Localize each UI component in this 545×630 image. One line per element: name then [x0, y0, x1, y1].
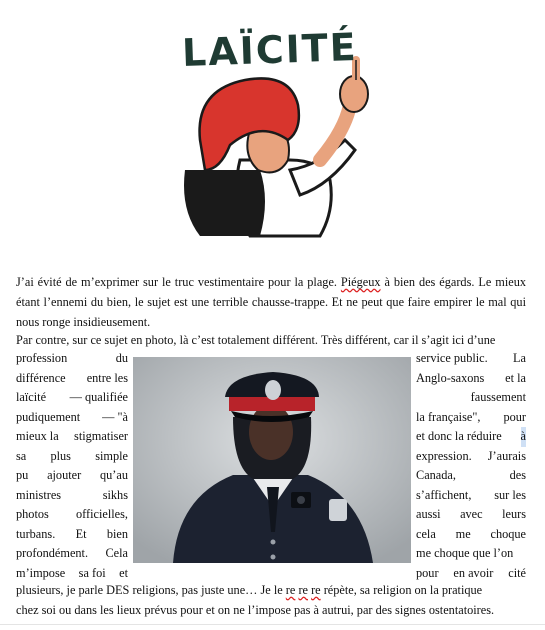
- text-fragment: pudiquement: [16, 409, 81, 424]
- text-fragment: me choque que l’on: [416, 546, 514, 560]
- text-fragment: Et: [75, 526, 87, 541]
- paragraph-1-start: J’ai évité de m’exprimer sur le truc vestimentaire pour la plage.: [16, 275, 341, 289]
- text-fragment: sikhs: [102, 487, 128, 502]
- text-fragment: entre les: [86, 370, 128, 385]
- laicite-illustration: [170, 10, 390, 238]
- text-fragment: la française",: [416, 409, 481, 424]
- text-fragment: — "à: [102, 409, 128, 424]
- right-text-column: [416, 349, 526, 583]
- text-fragment: différence: [16, 370, 66, 385]
- text-fragment: La: [513, 351, 526, 365]
- text-fragment: simple: [95, 448, 128, 463]
- text-fragment: plusieurs, je parle DES religions, pas juste une… Je le: [16, 583, 286, 597]
- text-fragment: pu: [16, 468, 29, 482]
- text-fragment: et la: [505, 370, 526, 385]
- text-fragment: laïcité: [16, 390, 47, 404]
- text-fragment: et donc la réduire: [416, 429, 502, 443]
- officer-photo-drawing: [133, 357, 411, 563]
- text-fragment: J’aurais: [487, 448, 526, 463]
- text-fragment: s’affichent,: [416, 487, 472, 502]
- text-fragment: photos: [16, 507, 49, 521]
- text-fragment: avec: [460, 507, 483, 521]
- text-fragment: me: [455, 526, 471, 541]
- officer-photo: [133, 357, 411, 563]
- illustration-title: LAÏCITÉ: [181, 24, 359, 76]
- text-fragment: faussement: [470, 390, 526, 404]
- left-text-column: [16, 349, 128, 583]
- spellcheck-word-re[interactable]: re: [298, 583, 308, 597]
- text-fragment: ministres: [16, 487, 62, 502]
- text-fragment: Anglo-saxons: [416, 370, 485, 385]
- text-fragment: qu’au: [99, 468, 128, 482]
- text-fragment: en avoir: [453, 565, 494, 580]
- text-fragment: mieux la: [16, 429, 59, 443]
- spellcheck-word-re[interactable]: re: [285, 583, 296, 597]
- text-cursor-selection[interactable]: à: [521, 427, 526, 447]
- text-fragment: des: [509, 468, 526, 482]
- paragraph-1: [16, 272, 526, 332]
- spellcheck-word-re[interactable]: re: [311, 583, 321, 597]
- closing-line-2: chez soi ou dans les lieux prévus pour et on ne l’impose pas à autrui, par des signes ostentatoires.: [16, 603, 495, 617]
- text-fragment: plus: [50, 448, 71, 463]
- text-fragment: et: [119, 565, 128, 580]
- paragraph-2: Par contre, sur ce sujet en photo, là c’est totalement différent. Très différent, car il s’agit ici d’une: [16, 333, 496, 347]
- text-fragment: cela: [416, 526, 436, 541]
- text-fragment: sur les: [494, 487, 526, 502]
- text-fragment: choque: [490, 526, 526, 541]
- text-fragment: cité: [508, 565, 526, 580]
- text-fragment: service public.: [416, 351, 488, 365]
- spellcheck-word-piegeux[interactable]: Piégeux: [340, 275, 381, 289]
- text-fragment: sa: [16, 448, 27, 463]
- text-fragment: profession: [16, 351, 68, 365]
- closing-line-1: [16, 580, 526, 600]
- text-fragment: leurs: [502, 507, 526, 521]
- text-fragment: Cela: [105, 546, 128, 560]
- closing-paragraph: [16, 580, 526, 622]
- text-fragment: officielles,: [75, 507, 128, 521]
- text-fragment: profondément.: [16, 546, 89, 560]
- text-fragment: pour: [503, 409, 526, 424]
- text-fragment: pour: [416, 565, 439, 580]
- text-fragment: stigmatiser: [74, 429, 128, 443]
- text-fragment: bien: [106, 526, 128, 541]
- text-fragment: du: [115, 351, 128, 365]
- page-divider: [0, 624, 545, 625]
- text-fragment: ajouter: [47, 468, 82, 482]
- text-fragment: Canada,: [416, 468, 456, 482]
- text-fragment: expression.: [416, 448, 472, 463]
- text-fragment: aussi: [416, 507, 441, 521]
- text-fragment: turbans.: [16, 526, 56, 541]
- text-fragment: répète, sa religion on la pratique: [320, 583, 483, 597]
- text-fragment: m’impose: [16, 565, 66, 580]
- text-fragment: — qualifiée: [69, 390, 128, 404]
- text-fragment: sa foi: [78, 565, 106, 580]
- paragraph-1-end: à bien des égards. Le mieux étant l’ennemi du bien, le sujet est une terrible chausse-trappe. Et ne peut que faire empirer le mal qui nous ronge insidieusement.: [16, 275, 526, 329]
